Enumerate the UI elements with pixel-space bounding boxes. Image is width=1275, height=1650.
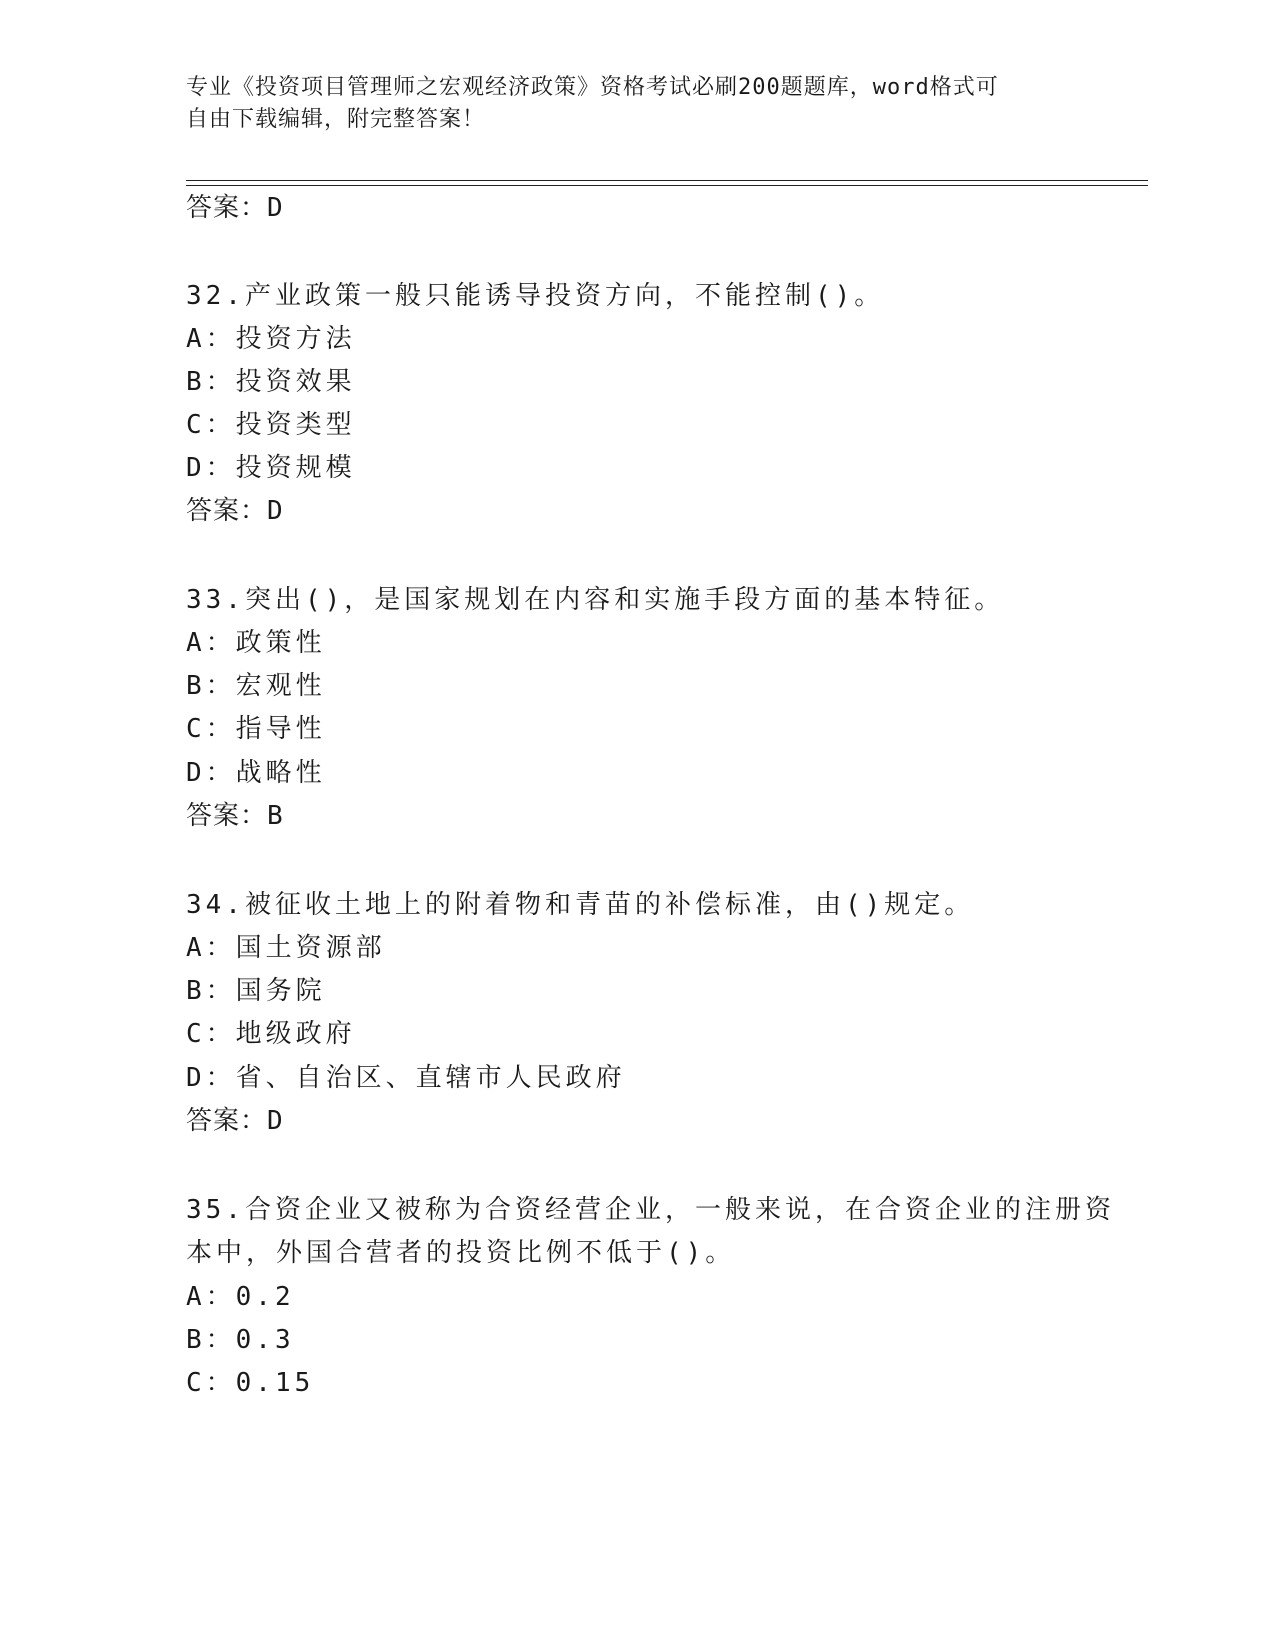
option-c: C：指导性 bbox=[186, 714, 326, 744]
answer-label: 答案： bbox=[186, 801, 268, 831]
option-a: A：国土资源部 bbox=[186, 933, 386, 963]
option-a: A：政策性 bbox=[186, 628, 326, 658]
answer-line bbox=[186, 192, 284, 224]
option-c: C：地级政府 bbox=[186, 1019, 356, 1049]
option-b: B：国务院 bbox=[186, 976, 326, 1006]
option-d: D：战略性 bbox=[186, 758, 326, 788]
option-d: D：投资规模 bbox=[186, 453, 356, 483]
answer-value: D bbox=[267, 496, 284, 526]
document-header bbox=[186, 72, 1066, 136]
option-c: C：0.15 bbox=[186, 1368, 315, 1398]
header-rule-bottom bbox=[186, 185, 1148, 186]
option-b: B：0.3 bbox=[186, 1325, 295, 1355]
question-stem: 33.突出()，是国家规划在内容和实施手段方面的基本特征。 bbox=[186, 585, 1005, 615]
answer-label: 答案： bbox=[186, 193, 268, 223]
option-c: C：投资类型 bbox=[186, 410, 356, 440]
answer-line bbox=[186, 495, 284, 527]
question-stem: 32.产业政策一般只能诱导投资方向，不能控制()。 bbox=[186, 281, 885, 311]
option-a: A：0.2 bbox=[186, 1282, 295, 1312]
answer-label: 答案： bbox=[186, 1106, 268, 1136]
answer-value: D bbox=[267, 1106, 284, 1136]
option-a: A：投资方法 bbox=[186, 324, 356, 354]
option-d: D：省、自治区、直辖市人民政府 bbox=[186, 1063, 626, 1093]
header-line-2: 自由下载编辑，附完整答案！ bbox=[186, 107, 486, 132]
option-b: B：投资效果 bbox=[186, 367, 356, 397]
answer-value: B bbox=[267, 801, 284, 831]
question-stem-line-2: 本中，外国合营者的投资比例不低于()。 bbox=[186, 1238, 736, 1268]
answer-value: D bbox=[267, 193, 284, 223]
answer-line bbox=[186, 1105, 284, 1137]
question-stem: 34.被征收土地上的附着物和青苗的补偿标准，由()规定。 bbox=[186, 890, 975, 920]
question-stem-line-1: 35.合资企业又被称为合资经营企业，一般来说，在合资企业的注册资 bbox=[186, 1195, 1115, 1225]
answer-line bbox=[186, 800, 284, 832]
answer-label: 答案： bbox=[186, 496, 268, 526]
header-line-1: 专业《投资项目管理师之宏观经济政策》资格考试必刷200题题库，word格式可 bbox=[186, 75, 999, 100]
header-rule-top bbox=[186, 180, 1148, 181]
option-b: B：宏观性 bbox=[186, 671, 326, 701]
